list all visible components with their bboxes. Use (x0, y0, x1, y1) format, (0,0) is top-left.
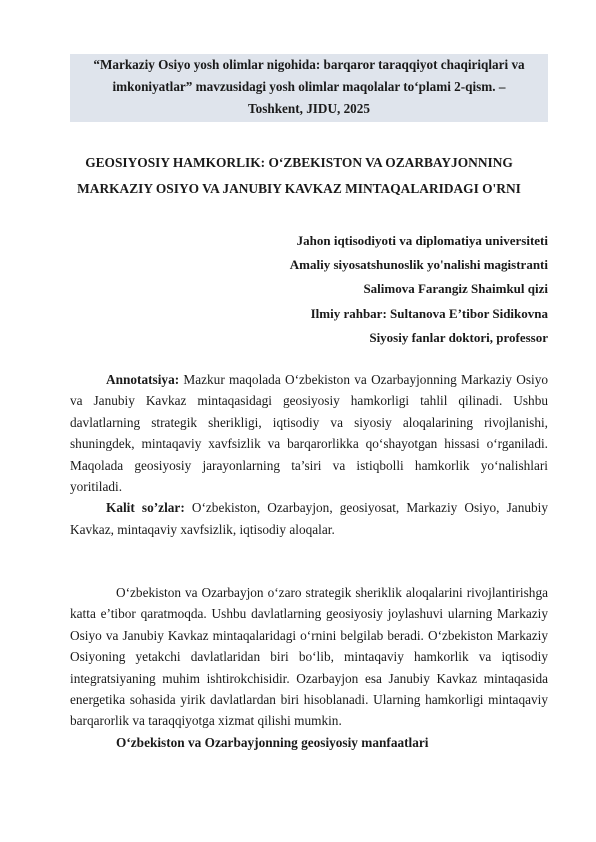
advisor-title: Siyosiy fanlar doktori, professor (369, 329, 548, 345)
banner-line-2: imkoniyatlar” mavzusidagi yosh olimlar maqolalar to‘plami 2-qism. – (112, 79, 506, 94)
banner-line-3: Toshkent, JIDU, 2025 (248, 101, 370, 116)
keywords-label: Kalit so’zlar: (106, 500, 185, 516)
abstract-text: Mazkur maqolada O‘zbekiston va Ozarbayjonning Markaziy Osiyo va Janubiy Kavkaz mintaqasidagi geosiyosiy hamkorligi tahlil qilinadi. Ushbu davlatlarning strategik sherikligi, iqtisodiy va siyosiy aloqalarining rivojlanishi, shuningdek, mintaqaviy xavfsizlik va barqarorlikka qo‘shayotgan hissasi o‘rganiladi. Maqolada geosiyosiy jarayonlarning ta’siri va istiqbolli hamkorlik yo‘nalishlari yoritiladi. (70, 372, 548, 495)
abstract-section (70, 369, 548, 540)
keywords-text: O‘zbekiston, Ozarbayjon, geosiyosat, Markaziy Osiyo, Janubiy Kavkaz, mintaqaviy xavfsizlik, iqtisodiy aloqalar. (70, 500, 548, 537)
author-block (250, 229, 548, 350)
author-name: Salimova Farangiz Shaimkul qizi (363, 281, 548, 297)
section-heading: O‘zbekiston va Ozarbayjonning geosiyosiy manfaatlari (116, 734, 429, 750)
author-program: Amaliy siyosatshunoslik yo'nalishi magistranti (289, 257, 548, 273)
title-line-1: GEOSIYOSIY HAMKORLIK: O‘ZBEKISTON VA OZARBAYJONNING (85, 155, 513, 170)
intro-paragraph: O‘zbekiston va Ozarbayjon o‘zaro strategik sheriklik aloqalarini rivojlantirishga katta e’tibor qaratmoqda. Ushbu davlatlarning geosiyosiy joylashuvi ularning Markaziy Osiyo va Janubiy Kavkaz mintaqalaridagi o‘rnini belgilab beradi. O‘zbekiston Markaziy Osiyoning yetakchi davlatlaridan biri bo‘lib, mintaqaviy hamkorlik va iqtisodiy integratsiyaning muhim ishtirokchisidir. Ozarbayjon esa Janubiy Kavkaz mintaqasida energetika sohasida yirik davlatlardan biri hisoblanadi. Ularning hamkorligi mintaqaviy barqarorlik va taraqqiyotga xizmat qilishi mumkin. (70, 585, 548, 729)
advisor-name: Ilmiy rahbar: Sultanova E’tibor Sidikovna (310, 305, 548, 321)
keywords-paragraph (70, 497, 548, 540)
author-university: Jahon iqtisodiyoti va diplomatiya universiteti (296, 233, 548, 248)
title-line-2: MARKAZIY OSIYO VA JANUBIY KAVKAZ MINTAQALARIDAGI O'RNI (77, 181, 521, 196)
intro-section (70, 582, 548, 753)
abstract-label: Annotatsiya: (106, 372, 180, 387)
banner-line-1: “Markaziy Osiyo yosh olimlar nigohida: barqaror taraqqiyot chaqiriqlari va (93, 57, 525, 72)
abstract-paragraph (70, 369, 548, 497)
collection-banner (70, 54, 548, 122)
article-title (60, 150, 538, 202)
